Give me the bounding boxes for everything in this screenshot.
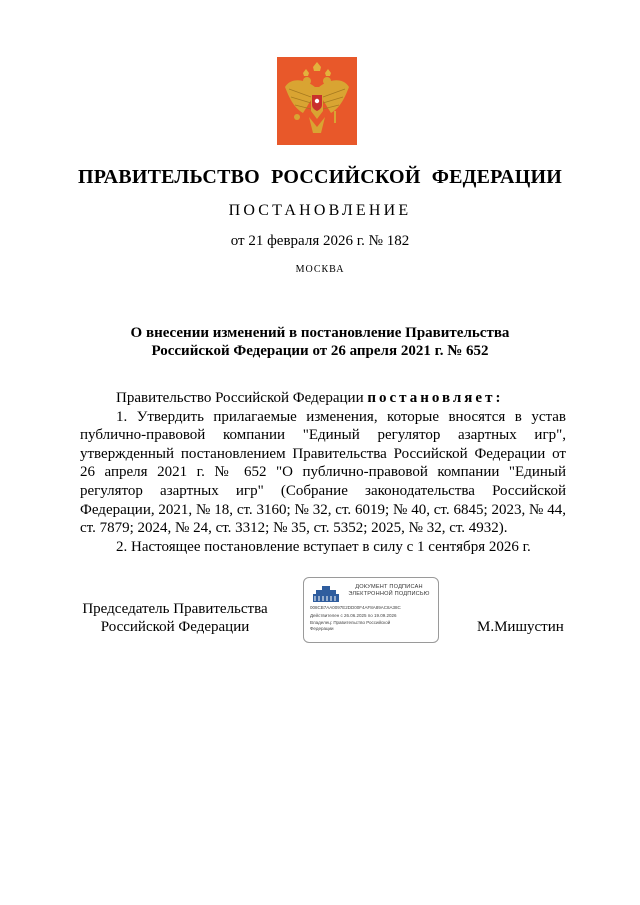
coat-of-arms-emblem [277,57,357,145]
document-title-line-1: О внесении изменений в постановление Правительства [130,325,510,341]
double-headed-eagle-icon [277,57,357,145]
government-building-icon [311,584,341,604]
signer-position [80,600,270,636]
stamp-title-line-2: ЭЛЕКТРОННОЙ ПОДПИСЬЮ [348,591,430,597]
government-title: ПРАВИТЕЛЬСТВО РОССИЙСКОЙ ФЕДЕРАЦИИ [78,166,562,188]
document-body [80,389,566,556]
stamp-certificate: 008CB7AA0097E2DD00F4AF8A89AC8A38C [310,605,401,610]
electronic-signature-stamp [303,577,439,643]
document-title-line-2: Российской Федерации от 26 апреля 2021 г. № 652 [151,343,489,359]
item-1: 1. Утвердить прилагаемые изменения, которые вносятся в устав публично-правовой компании "Единый регулятор азартных игр", утвержденный постановлением Правительства Российской Федерации от 26 апреля 2021 г. № 652 "О публично-правовой компании "Единый регулятор азартных игр" (Собрание законодательства Российской Федерации, 2021, № 18, ст. 3160; № 32, ст. 6019; № 40, ст. 6845; 2023, № 44, ст. 7879; 2024, № 24, ст. 3312; № 35, ст. 5352; 2025, № 32, ст. 4932). [80,408,566,537]
stamp-title [344,584,434,598]
decree-word: постановляет: [367,390,504,406]
intro-paragraph [80,389,566,408]
signer-name: М.Мишустин [477,619,564,635]
stamp-validity: Действителен с 26.06.2025 по 19.09.2026 [310,613,397,618]
signer-position-line-1: Председатель Правительства [82,601,268,617]
item-2: 2. Настоящее постановление вступает в силу с 1 сентября 2026 г. [116,538,531,555]
stamp-owner-line-1: Владелец: Правительство Российской [310,620,391,625]
document-type: ПОСТАНОВЛЕНИЕ [228,202,412,219]
signer-position-line-2: Российской Федерации [100,619,250,635]
stamp-owner-line-2: Федерации [310,626,334,631]
stamp-title-line-1: ДОКУМЕНТ ПОДПИСАН [355,584,423,590]
document-title [80,324,560,360]
city-name: МОСКВА [295,264,345,275]
intro-text: Правительство Российской Федерации [116,390,364,406]
document-date: от 21 февраля 2026 г. № 182 [230,233,410,249]
